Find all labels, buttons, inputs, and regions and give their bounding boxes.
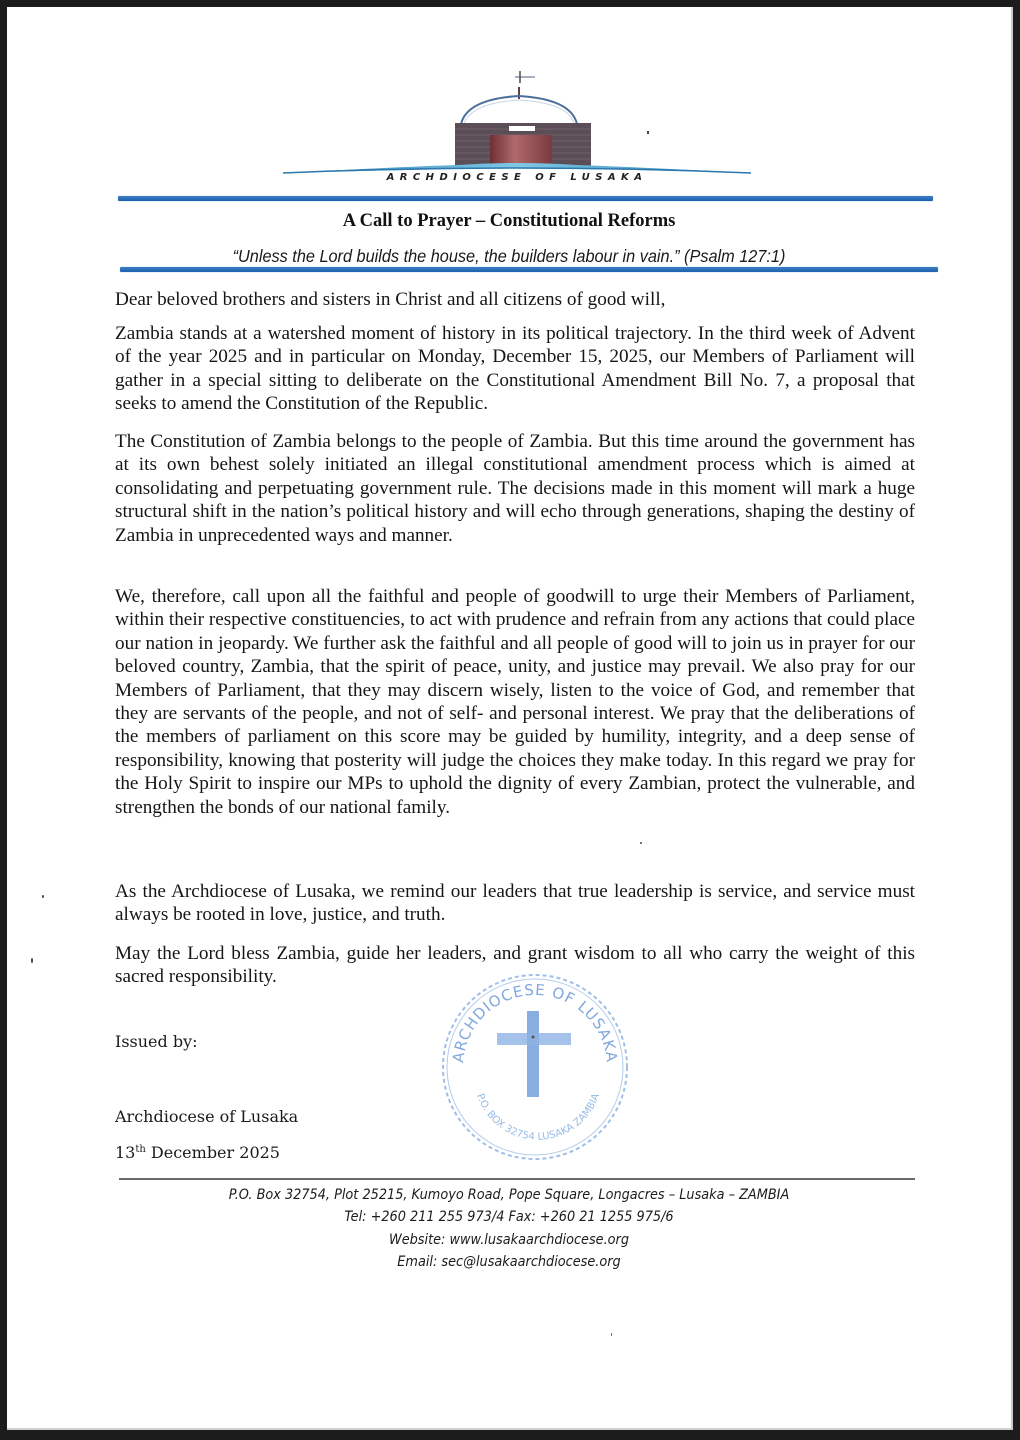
paragraph-text: As the Archdiocese of Lusaka, we remind our leaders that true leadership is service, and service must always be rooted in love, justice, and truth. bbox=[115, 881, 915, 926]
scan-speck bbox=[42, 895, 44, 898]
paragraph-text: May the Lord bless Zambia, guide her leaders, and grant wisdom to all who carry the weight of this sacred responsibility. bbox=[115, 943, 915, 988]
issuer-name: Archdiocese of Lusaka bbox=[115, 1107, 299, 1126]
paragraph-1 bbox=[115, 322, 915, 416]
paragraph-3 bbox=[115, 585, 915, 819]
issue-date bbox=[115, 1143, 280, 1162]
footer-website: Website: www.lusakaarchdiocese.org bbox=[388, 1231, 630, 1248]
salutation-text: Dear beloved brothers and sisters in Christ and all citizens of good will, bbox=[115, 289, 666, 310]
scan-speck bbox=[640, 842, 642, 844]
scan-speck bbox=[31, 958, 33, 963]
paragraph-text: We, therefore, call upon all the faithful and people of goodwill to urge their Members of Parliament, within their respective constituencies, to act with prudence and refrain from any actions that could place our nation in jeopardy. We further ask the faithful and all people of good will to join us in prayer for our beloved country, Zambia, that the spirit of peace, unity, and justice may prevail. We also pray for our Members of Parliament, that they may discern wisely, listen to the voice of God, and remember that they are servants of the people, and not of self- and personal interest. We pray that the deliberations of the members of parliament on this score may be guided by humility, integrity, and a deep sense of responsibility, knowing that posterity will judge the choices they make today. In this regard we pray for the Holy Spirit to inspire our MPs to uphold the dignity of every Zambian, protect the vulnerable, and strengthen the bonds of our national family. bbox=[115, 586, 915, 818]
cross-icon bbox=[497, 1011, 571, 1097]
date-day: 13 bbox=[115, 1143, 136, 1162]
footer-address: P.O. Box 32754, Plot 25215, Kumoyo Road, Pope Square, Longacres – Lusaka – ZAMBIA bbox=[228, 1187, 790, 1203]
footer-contact bbox=[7, 1184, 1011, 1273]
paragraph-4 bbox=[115, 880, 915, 927]
footer-phone-fax: Tel: +260 211 255 973/4 Fax: +260 21 1255 975/6 bbox=[344, 1209, 674, 1226]
footer-email: Email: sec@lusakaarchdiocese.org bbox=[397, 1253, 621, 1270]
header-rule-top bbox=[118, 196, 933, 201]
date-rest: December 2025 bbox=[145, 1143, 280, 1162]
letter-page bbox=[7, 7, 1013, 1430]
svg-text:P.O. BOX 32754 LUSAKA ZAMBIA: P.O. BOX 32754 LUSAKA ZAMBIA bbox=[474, 1092, 602, 1143]
letterhead-logo bbox=[277, 69, 757, 189]
cathedral-logo-icon bbox=[277, 69, 757, 179]
issued-by-label: Issued by: bbox=[115, 1032, 198, 1051]
official-stamp bbox=[435, 969, 635, 1165]
organization-name: ARCHDIOCESE OF LUSAKA bbox=[386, 172, 648, 183]
header-rule-bottom bbox=[120, 267, 938, 272]
svg-text:ARCHDIOCESE OF LUSAKA: ARCHDIOCESE OF LUSAKA bbox=[449, 980, 621, 1064]
paragraph-2 bbox=[115, 430, 915, 547]
paragraph-text: Zambia stands at a watershed moment of history in its political trajectory. In the third week of Advent of the year 2025 and in particular on Monday, December 15, 2025, our Members of Parliament will gather in a special sitting to deliberate on the Constitutional Amendment Bill No. 7, a proposal that seeks to amend the Constitution of the Republic. bbox=[115, 323, 915, 415]
paragraph-text: The Constitution of Zambia belongs to the people of Zambia. But this time around the government has at its own behest solely initiated an illegal constitutional amendment process which is aimed at consolidating and perpetuating government rule. The decisions made in this moment will mark a huge structural shift in the nation’s political history and will echo through generations, shaping the destiny of Zambia in unprecedented ways and manner. bbox=[115, 431, 915, 546]
salutation bbox=[115, 288, 915, 311]
letter-title: A Call to Prayer – Constitutional Reforms bbox=[342, 211, 676, 231]
stamp-seal-icon bbox=[435, 969, 635, 1165]
date-suffix: th bbox=[135, 1144, 146, 1155]
scripture-quote: “Unless the Lord builds the house, the builders labour in vain.” (Psalm 127:1) bbox=[232, 246, 786, 266]
footer-rule bbox=[119, 1178, 915, 1180]
scan-speck bbox=[611, 1333, 612, 1336]
